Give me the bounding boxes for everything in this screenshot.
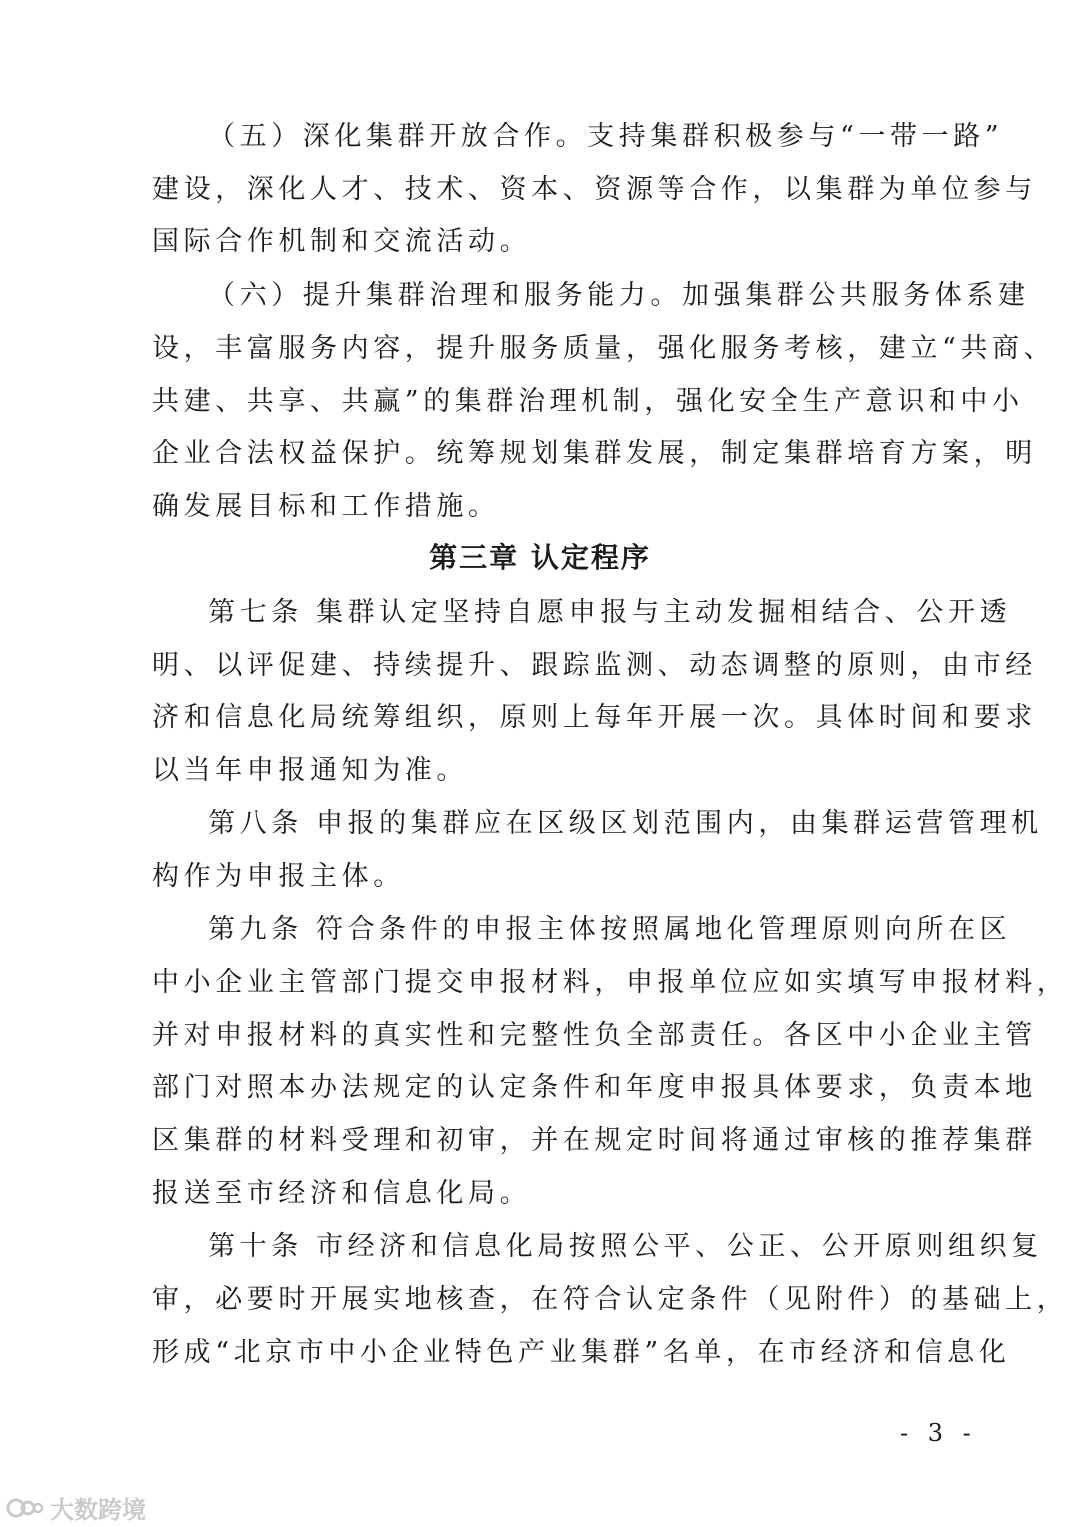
text-line: 部门对照本办法规定的认定条件和年度申报具体要求，负责本地: [152, 1072, 1037, 1103]
text-line: 审，必要时开展实地核查，在符合认定条件（见附件）的基础上，: [152, 1284, 1069, 1315]
text-line: 建设，深化人才、技术、资本、资源等合作，以集群为单位参与: [152, 174, 1037, 205]
watermark: [6, 1490, 146, 1525]
text-line: 并对申报材料的真实性和完整性负全部责任。各区中小企业主管: [152, 1020, 1037, 1051]
text-line: 中小企业主管部门提交申报材料，申报单位应如实填写申报材料，: [152, 967, 1069, 998]
text-line: 第十条 市经济和信息化局按照公平、公正、公开原则组织复: [208, 1231, 1043, 1262]
page-number: - 3 -: [900, 1419, 977, 1447]
text-line: 报送至市经济和信息化局。: [152, 1178, 532, 1209]
text-line: 企业合法权益保护。统筹规划集群发展，制定集群培育方案，明: [152, 438, 1037, 469]
text-line: 第九条 符合条件的申报主体按照属地化管理原则向所在区: [208, 914, 1012, 945]
text-line: 确发展目标和工作措施。: [152, 491, 500, 522]
text-line: 以当年申报通知为准。: [152, 755, 468, 786]
text-line: 济和信息化局统筹组织，原则上每年开展一次。具体时间和要求: [152, 702, 1037, 733]
text-line: 形成“北京市中小企业特色产业集群”名单，在市经济和信息化: [152, 1337, 1011, 1368]
text-line: 第八条 申报的集群应在区级区划范围内，由集群运营管理机: [208, 808, 1043, 839]
text-line: 第七条 集群认定坚持自愿申报与主动发掘相结合、公开透: [208, 597, 1012, 628]
text-line: 构作为申报主体。: [152, 861, 405, 892]
text-line: 明、以评促建、持续提升、跟踪监测、动态调整的原则，由市经: [152, 650, 1037, 681]
watermark-label: 大数跨境: [50, 1496, 146, 1524]
double-circle-logo-icon: [6, 1496, 46, 1520]
text-line: 设，丰富服务内容，提升服务质量，强化服务考核，建立“共商、: [152, 333, 1056, 364]
text-line: 共建、共享、共赢”的集群治理机制，强化安全生产意识和中小: [152, 386, 1024, 417]
chapter-heading: 第三章 认定程序: [429, 541, 651, 574]
text-line: 区集群的材料受理和初审，并在规定时间将通过审核的推荐集群: [152, 1125, 1037, 1156]
text-line: 国际合作机制和交流活动。: [152, 226, 532, 257]
text-line: （五）深化集群开放合作。支持集群积极参与“一带一路”: [208, 121, 1004, 152]
text-line: （六）提升集群治理和服务能力。加强集群公共服务体系建: [208, 280, 1030, 311]
